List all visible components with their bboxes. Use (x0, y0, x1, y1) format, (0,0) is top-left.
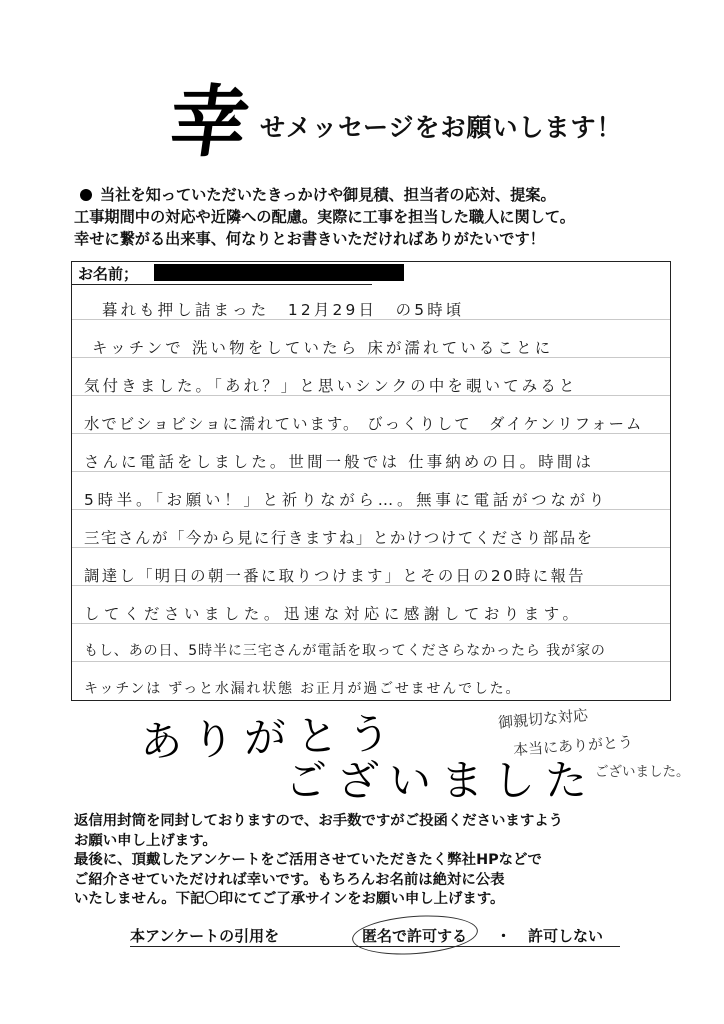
message-line: さんに電話をしました。世間一般では 仕事納めの日。時間は (84, 453, 595, 471)
intro-line-3: 幸せに繋がる出来事、何なりとお書きいただければありがたいです！ (74, 230, 545, 248)
thanks-line-1: ありがとう (139, 708, 401, 767)
message-line: 暮れも押し詰まった 12月29日 の5時頃 (102, 301, 465, 319)
side-note-line-1: 御親切な対応 (497, 706, 589, 732)
page-title (163, 77, 650, 168)
intro-line-2: 工事期間中の対応や近隣への配慮。実際に工事を担当した職人に関して。 (74, 208, 575, 226)
message-line: 三宅さんが「今から見に行きますね」とかけつけてくださり部品を (84, 529, 594, 547)
closing-line-2: お願い申し上げます。 (74, 832, 217, 849)
consent-separator: ・ (496, 927, 512, 945)
consent-option-deny[interactable]: 許可しない (528, 927, 604, 945)
ruled-line (72, 661, 670, 662)
closing-text (74, 812, 674, 910)
name-field (72, 262, 372, 285)
message-form-box (71, 261, 671, 701)
bullet-icon (80, 189, 92, 201)
message-line: キッチンは ずっと水漏れ状態 お正月が過ごせませんでした。 (84, 681, 522, 697)
title-brush-char: 幸 (163, 77, 255, 168)
closing-line-4: ご紹介させていただければ幸いです。もちろんお名前は絶対に公表 (74, 871, 505, 888)
message-line: もし、あの日、5時半に三宅さんが電話を取ってくださらなかったら 我が家の (84, 643, 606, 659)
consent-row (130, 925, 620, 949)
side-note-line-2: 本当にありがとう (512, 732, 634, 760)
intro-line-1: 当社を知っていただいたきっかけや御見積、担当者の応対、提案。 (74, 184, 674, 206)
message-line: キッチンで 洗い物をしていたら 床が濡れていることに (92, 339, 554, 357)
thanks-line-2: ございました (285, 756, 598, 805)
intro-text (74, 184, 674, 250)
message-line: 水でビショビショに濡れています。 びっくりして ダイケンリフォーム (84, 415, 644, 433)
message-line: 調達し「明日の朝一番に取りつけます」とその日の20時に報告 (84, 567, 586, 585)
message-line: 気付きました。「あれ？」と思いシンクの中を覗いてみると (84, 377, 578, 395)
consent-prefix: 本アンケートの引用を (130, 927, 280, 945)
side-note-line-3: ございました。 (595, 764, 690, 780)
closing-line-1: 返信用封筒を同封しておりますので、お手数ですがご投函くださいますよう (74, 813, 563, 829)
message-lines (72, 284, 670, 700)
name-label: お名前； (78, 265, 139, 283)
consent-option-permit[interactable]: 匿名で許可する (362, 927, 468, 945)
name-redaction (154, 264, 404, 281)
message-line: してくださいました。迅速な対応に感謝しております。 (84, 605, 583, 623)
closing-line-3: 最後に、頂戴したアンケートをご活用させていただきたく弊社HPなどで (74, 852, 542, 868)
message-line: 5時半。「お願い！」と祈りながら…。無事に電話がつながり (84, 491, 609, 509)
consent-underline (130, 946, 620, 947)
title-text: せメッセージをお願いします！ (260, 113, 623, 142)
closing-line-5: いたしません。下記〇印にてご了承サインをお願い申し上げます。 (74, 891, 505, 907)
